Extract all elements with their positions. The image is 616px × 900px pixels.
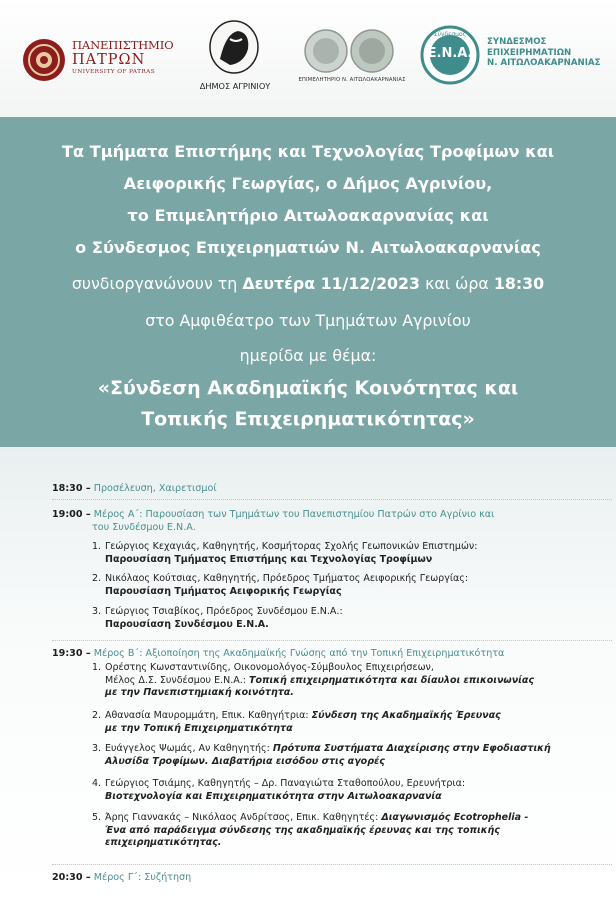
- part-c-time: 20:30 –: [52, 872, 91, 883]
- item-speaker: Γεώργιος Κεχαγιάς, Καθηγητής, Κοσμήτορας Σχολής Γεωπονικών Επιστημών:: [105, 541, 478, 552]
- agenda-part-b: [52, 647, 504, 660]
- time-prefix: και ώρα: [420, 274, 494, 293]
- event-title-line-1: «Σύνδεση Ακαδημαϊκής Κοινότητας και: [97, 377, 519, 399]
- item-number: 4.: [92, 778, 102, 789]
- part-a-time: 19:00 –: [52, 509, 91, 520]
- item-number: 3.: [92, 606, 102, 617]
- municipality-emblem-icon: [208, 19, 260, 75]
- ena-text: [487, 37, 600, 69]
- part-b-time: 19:30 –: [52, 648, 91, 659]
- event-title-line-2: Τοπικής Επιχειρηματικότητας»: [141, 408, 475, 430]
- logo-strip: [0, 0, 616, 117]
- agenda-welcome: [52, 482, 217, 495]
- chamber-name: ΕΠΙΜΕΛΗΤΗΡΙΟ Ν. ΑΙΤΩΛΟΑΚΑΡΝΑΝΙΑΣ: [298, 77, 406, 83]
- item-number: 1.: [92, 662, 102, 673]
- part-c-label: Μέρος Γ΄: Συζήτηση: [90, 872, 192, 883]
- event-time: 18:30: [493, 274, 545, 293]
- heading-line-2: Αειφορικής Γεωργίας, ο Δήμος Αγρινίου,: [123, 174, 493, 193]
- item-topic: Παρουσίαση Συνδέσμου Ε.Ν.Α.: [105, 618, 269, 630]
- separator: [52, 640, 612, 641]
- ena-mark: Ε.Ν.Α.: [427, 46, 473, 61]
- heading-line-4: ο Σύνδεσμος Επιχειρηματιών Ν. Αιτωλοακαρνανίας: [75, 238, 541, 257]
- item-speaker: Νικόλαος Κούτσιας, Καθηγητής, Πρόεδρος Τμήματος Αειφορικής Γεωργίας:: [105, 573, 469, 584]
- item-topic: Σύνδεση της Ακαδημαϊκής Έρευνας: [311, 710, 501, 721]
- item-number: 3.: [92, 743, 102, 754]
- agenda-part-a: [52, 508, 494, 521]
- part-a-label-cont: του Συνδέσμου Ε.Ν.Α.: [92, 522, 196, 533]
- upatras-logo: [72, 38, 182, 76]
- ena-line1: ΣΥΝΔΕΣΜΟΣ: [487, 37, 547, 47]
- item-topic: Τοπική επιχειρηματικότητα και δίαυλοι επικοινωνίας: [248, 674, 535, 686]
- upatras-seal-icon: [22, 38, 66, 82]
- part-b-label: Μέρος Β΄: Αξιοποίηση της Ακαδημαϊκής Γνώσης από την Τοπική Επιχειρηματικότητα: [90, 648, 505, 659]
- item-topic-cont-2: επιχειρηματικότητας.: [105, 837, 222, 849]
- event-date-line: [0, 274, 616, 293]
- item-topic: Διαγωνισμός Ecotrophelia -: [381, 812, 529, 823]
- upatras-line3: UNIVERSITY OF PATRAS: [72, 69, 156, 75]
- item-number: 5.: [92, 812, 102, 823]
- item-topic: Πρότυπα Συστήματα Διαχείρισης στην Εφοδιαστική: [272, 743, 551, 754]
- ena-ring-text: Σύνδεσμος: [433, 31, 467, 38]
- chamber-coins-icon: [300, 27, 400, 75]
- item-topic-cont: με την Τοπική Επιχειρηματικότητα: [105, 722, 293, 734]
- event-date: Δευτέρα 11/12/2023: [242, 274, 421, 293]
- heading-line-3: το Επιμελητήριο Αιτωλοακαρνανίας και: [127, 206, 489, 225]
- upatras-line2: ΠΑΤΡΩΝ: [72, 52, 146, 68]
- item-number: 2.: [92, 710, 102, 721]
- item-topic: Βιοτεχνολογία και Επιχειρηματικότητα στην Αιτωλοακαρνανία: [105, 790, 442, 802]
- item-topic-cont: Ένα από παράδειγμα σύνδεσης της ακαδημαϊκής έρευνας και της τοπικής: [105, 824, 500, 836]
- ena-line3: Ν. ΑΙΤΩΛΟΑΚΑΡΝΑΝΙΑΣ: [487, 58, 601, 69]
- agenda-part-c: [52, 871, 191, 884]
- item-topic: Παρουσίαση Τμήματος Αειφορικής Γεωργίας: [105, 585, 342, 597]
- item-number: 2.: [92, 573, 102, 584]
- item-speaker: Γεώργιος Τσιαβίκος, Πρόεδρος Συνδέσμου Ε.Ν.Α.:: [105, 606, 343, 617]
- event-venue: στο Αμφιθέατρο των Τμημάτων Αγρινίου: [145, 311, 471, 330]
- item-number: 1.: [92, 541, 102, 552]
- separator: [52, 499, 612, 500]
- item-topic-cont: Αλυσίδα Τροφίμων. Διαβατήρια εισόδου στις αγορές: [105, 755, 385, 767]
- item-speaker: Ευάγγελος Ψωμάς, Αν Καθηγητής:: [105, 743, 273, 754]
- item-topic-cont: με την Πανεπιστημιακή κοινότητα.: [105, 687, 294, 699]
- item-speaker: Γεώργιος Τσιάμης, Καθηγητής – Δρ. Παναγιώτα Σταθοπούλου, Ερευνήτρια:: [105, 778, 466, 789]
- item-topic: Παρουσίαση Τμήματος Επιστήμης και Τεχνολογίας Τροφίμων: [105, 553, 433, 565]
- item-speaker-cont: Μέλος Δ.Σ. Συνδέσμου Ε.Ν.Α.:: [105, 674, 249, 686]
- item-speaker: Ορέστης Κωνσταντινίδης, Οικονομολόγος-Σύμβουλος Επιχειρήσεων,: [105, 662, 434, 673]
- separator: [52, 864, 612, 865]
- municipality-name: ΔΗΜΟΣ ΑΓΡΙΝΙΟΥ: [199, 81, 271, 91]
- upatras-line1: ΠΑΝΕΠΙΣΤΗΜΙΟ: [72, 38, 174, 52]
- heading-line-1: Τα Τμήματα Επιστήμης και Τεχνολογίας Τροφίμων και: [61, 142, 555, 161]
- welcome-time: 18:30 –: [52, 483, 91, 494]
- ena-line2: ΕΠΙΧΕΙΡΗΜΑΤΙΩΝ: [487, 47, 572, 58]
- welcome-label: Προσέλευση, Χαιρετισμοί: [90, 483, 217, 494]
- item-speaker: Αθανασία Μαυρομμάτη, Επικ. Καθηγήτρια:: [105, 710, 312, 721]
- date-prefix: συνδιοργανώνουν τη: [71, 274, 243, 293]
- topic-intro: ημερίδα με θέμα:: [239, 346, 377, 365]
- part-a-label: Μέρος Α΄: Παρουσίαση των Τμημάτων του Πανεπιστημίου Πατρών στο Αγρίνιο και: [90, 509, 495, 520]
- item-speaker: Άρης Γιαννακάς – Νικόλαος Ανδρίτσος, Επικ. Καθηγητές:: [105, 812, 382, 823]
